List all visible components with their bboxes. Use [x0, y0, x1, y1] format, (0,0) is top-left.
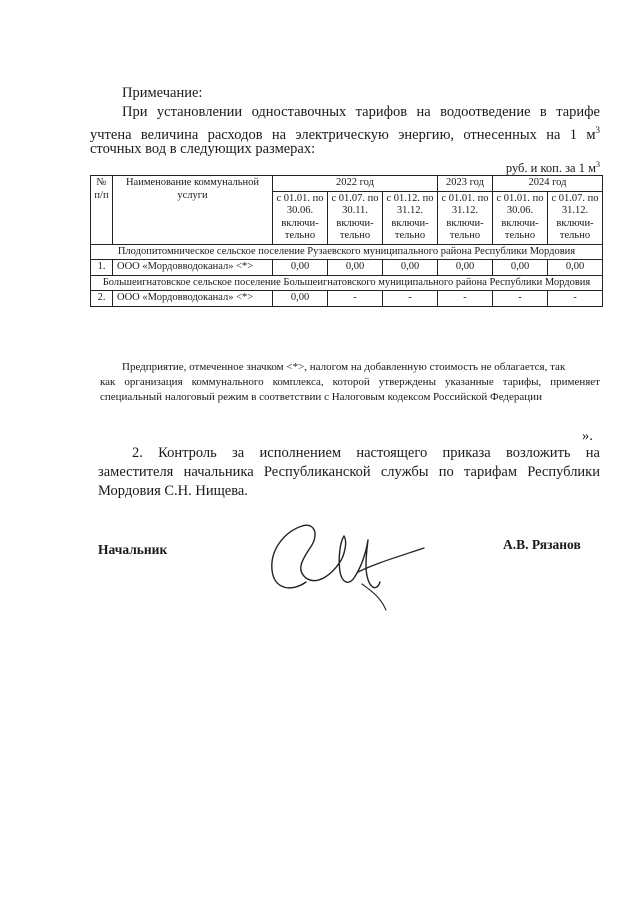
- signature-position: Начальник: [98, 542, 168, 557]
- signature-name: А.В. Рязанов: [503, 537, 581, 552]
- handwritten-signature: [262, 512, 432, 612]
- table-row: [91, 291, 603, 307]
- row-service-name: ООО «Мордовводоканал» <*>: [113, 260, 273, 276]
- quote-close: ».: [582, 428, 593, 444]
- row-value: 0,00: [493, 260, 548, 276]
- row-value: -: [383, 291, 438, 307]
- row-value: -: [548, 291, 603, 307]
- row-value: 0,00: [383, 260, 438, 276]
- row-value: -: [328, 291, 383, 307]
- section-title-2: Большеигнатовское сельское поселение Большеигнатовского муниципального района Республики Мордовия: [91, 275, 603, 291]
- header-year-2022: 2022 год: [273, 176, 438, 192]
- period-cell: с 01.07. по 31.12. включи-тельно: [548, 191, 603, 244]
- units-label: [506, 160, 600, 176]
- row-num: 2.: [91, 291, 113, 307]
- period-cell: с 01.01. по 30.06. включи-тельно: [493, 191, 548, 244]
- note-heading: Примечание:: [122, 85, 203, 101]
- header-year-2023: 2023 год: [438, 176, 493, 192]
- footnote-line-3: специальный налоговый режим в соответствии с Налоговым кодексом Российской Федерации: [100, 391, 542, 403]
- row-value: 0,00: [328, 260, 383, 276]
- header-year-2024: 2024 год: [493, 176, 603, 192]
- row-value: -: [493, 291, 548, 307]
- row-value: -: [438, 291, 493, 307]
- header-num: № п/п: [91, 176, 113, 245]
- table-header-row-years: [91, 176, 603, 192]
- item2-line-1: 2. Контроль за исполнением настоящего приказа возложить на: [132, 445, 600, 461]
- note-line-1: При установлении одноставочных тарифов на водоотведение в тарифе: [122, 104, 600, 120]
- note-line-2-text: учтена величина расходов на электрическую энергию, отнесенных на 1 м: [90, 126, 596, 143]
- row-value: 0,00: [273, 291, 328, 307]
- table-row: [91, 260, 603, 276]
- period-cell: с 01.01. по 30.06. включи-тельно: [273, 191, 328, 244]
- section-row-1: [91, 244, 603, 260]
- period-cell: с 01.12. по 31.12. включи-тельно: [383, 191, 438, 244]
- units-text: руб. и коп. за 1 м: [505, 161, 596, 176]
- row-value: 0,00: [548, 260, 603, 276]
- period-cell: с 01.01. по 31.12. включи-тельно: [438, 191, 493, 244]
- units-sup: 3: [596, 160, 600, 169]
- item2-line-3: Мордовия С.Н. Нищева.: [98, 483, 248, 499]
- header-service-name: Наименование коммунальной услуги: [113, 176, 273, 245]
- footnote-line-1: Предприятие, отмеченное значком <*>, налогом на добавленную стоимость не облагается, так: [122, 361, 566, 373]
- period-cell: с 01.07. по 30.11. включи-тельно: [328, 191, 383, 244]
- tariff-table: [90, 175, 603, 307]
- row-num: 1.: [91, 260, 113, 276]
- section-row-2: [91, 275, 603, 291]
- note-line-2-sup: 3: [595, 125, 600, 135]
- note-line-3: сточных вод в следующих размерах:: [90, 141, 316, 157]
- footnote-line-2: как организация коммунального комплекса, которой утверждены указанные тарифы, применяет: [100, 376, 600, 388]
- section-title-1: Плодопитомническое сельское поселение Рузаевского муниципального района Республики Мордовия: [91, 244, 603, 260]
- item2-line-2: заместителя начальника Республиканской службы по тарифам Республики: [98, 464, 600, 480]
- row-service-name: ООО «Мордовводоканал» <*>: [113, 291, 273, 307]
- row-value: 0,00: [438, 260, 493, 276]
- row-value: 0,00: [273, 260, 328, 276]
